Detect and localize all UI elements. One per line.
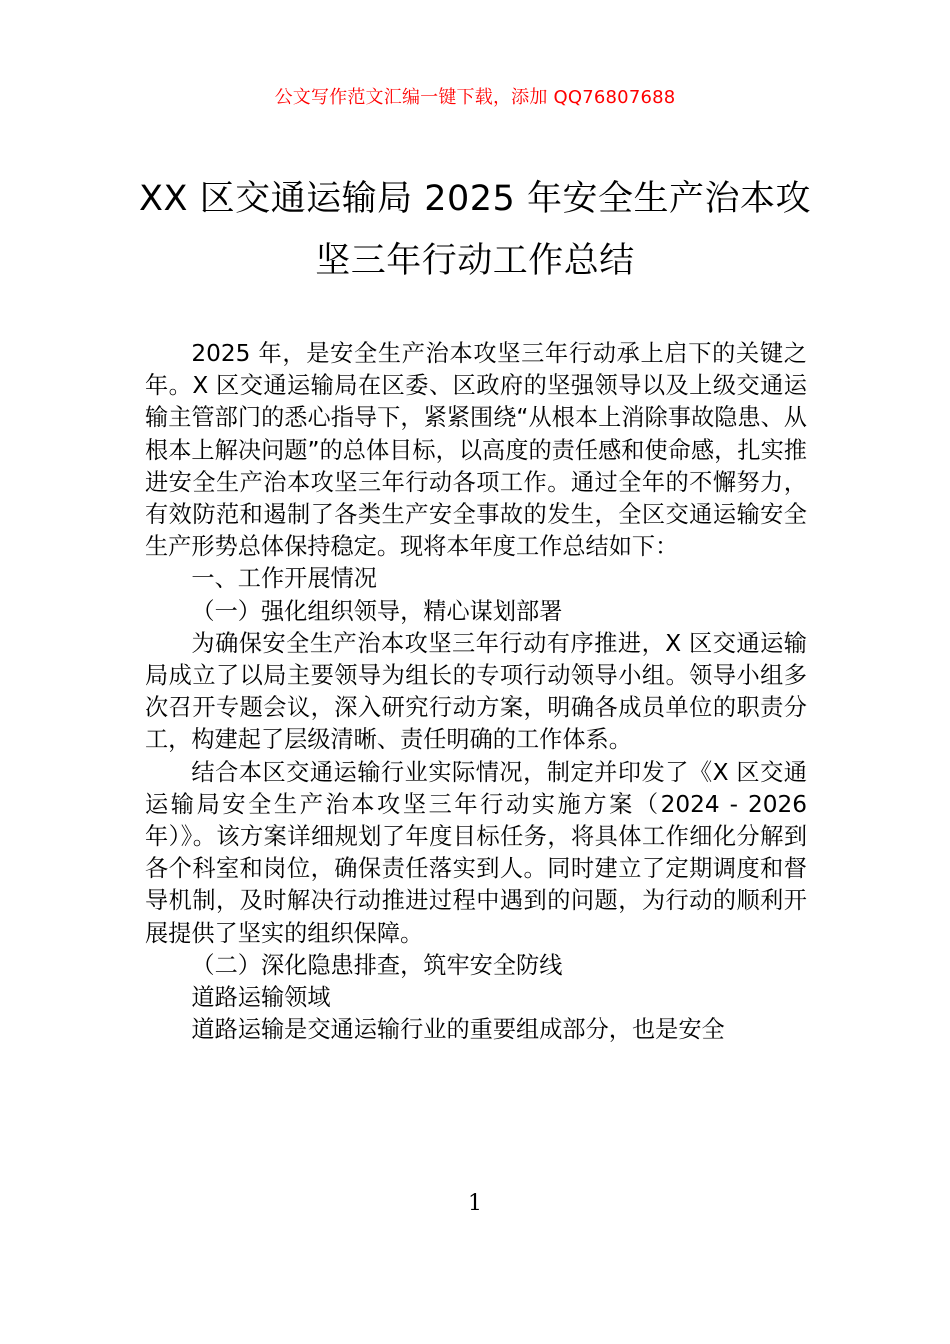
title-line-2: 坚三年行动工作总结 [315, 241, 635, 281]
page-number: 1 [468, 1191, 482, 1216]
subsection-heading-1: （一）强化组织领导，精心谋划部署 [191, 597, 563, 625]
paragraph-plan: 结合本区交通运输行业实际情况，制定并印发了《X 区交通运输局安全生产治本攻坚三年行动实施方案（2024 - 2026 年）》。该方案详细规划了年度目标任务，将具体工作细化分解到各个科室和岗位，确保责任落实到人。同时建立了定期调度和督导机制，及时解决行动推进过程中遇到的问题，为行动的顺利开展提供了坚实的组织保障。 [145, 758, 807, 947]
document-title [110, 168, 840, 292]
paragraph-intro: 2025 年，是安全生产治本攻坚三年行动承上启下的关键之年。X 区交通运输局在区委、区政府的坚强领导以及上级交通运输主管部门的悉心指导下，紧紧围绕“从根本上消除事故隐患、从根本上解决问题”的总体目标，以高度的责任感和使命感，扎实推进安全生产治本攻坚三年行动各项工作。通过全年的不懈努力，有效防范和遏制了各类生产安全事故的发生，全区交通运输安全生产形势总体保持稳定。现将本年度工作总结如下： [145, 340, 807, 561]
paragraph-organization: 为确保安全生产治本攻坚三年行动有序推进，X 区交通运输局成立了以局主要领导为组长的专项行动领导小组。领导小组多次召开专题会议，深入研究行动方案，明确各成员单位的职责分工，构建起了层级清晰、责任明确的工作体系。 [145, 629, 807, 754]
paragraph-road-transport: 道路运输是交通运输行业的重要组成部分，也是安全 [191, 1016, 725, 1044]
download-promo-note: 公文写作范文汇编一键下载，添加 QQ76807688 [274, 87, 676, 108]
title-line-1: XX 区交通运输局 2025 年安全生产治本攻 [139, 179, 811, 219]
document-body [145, 338, 807, 1046]
subsection-heading-road: 道路运输领域 [191, 984, 331, 1012]
section-heading-1: 一、工作开展情况 [191, 565, 377, 593]
subsection-heading-2: （二）深化隐患排查，筑牢安全防线 [191, 951, 563, 979]
